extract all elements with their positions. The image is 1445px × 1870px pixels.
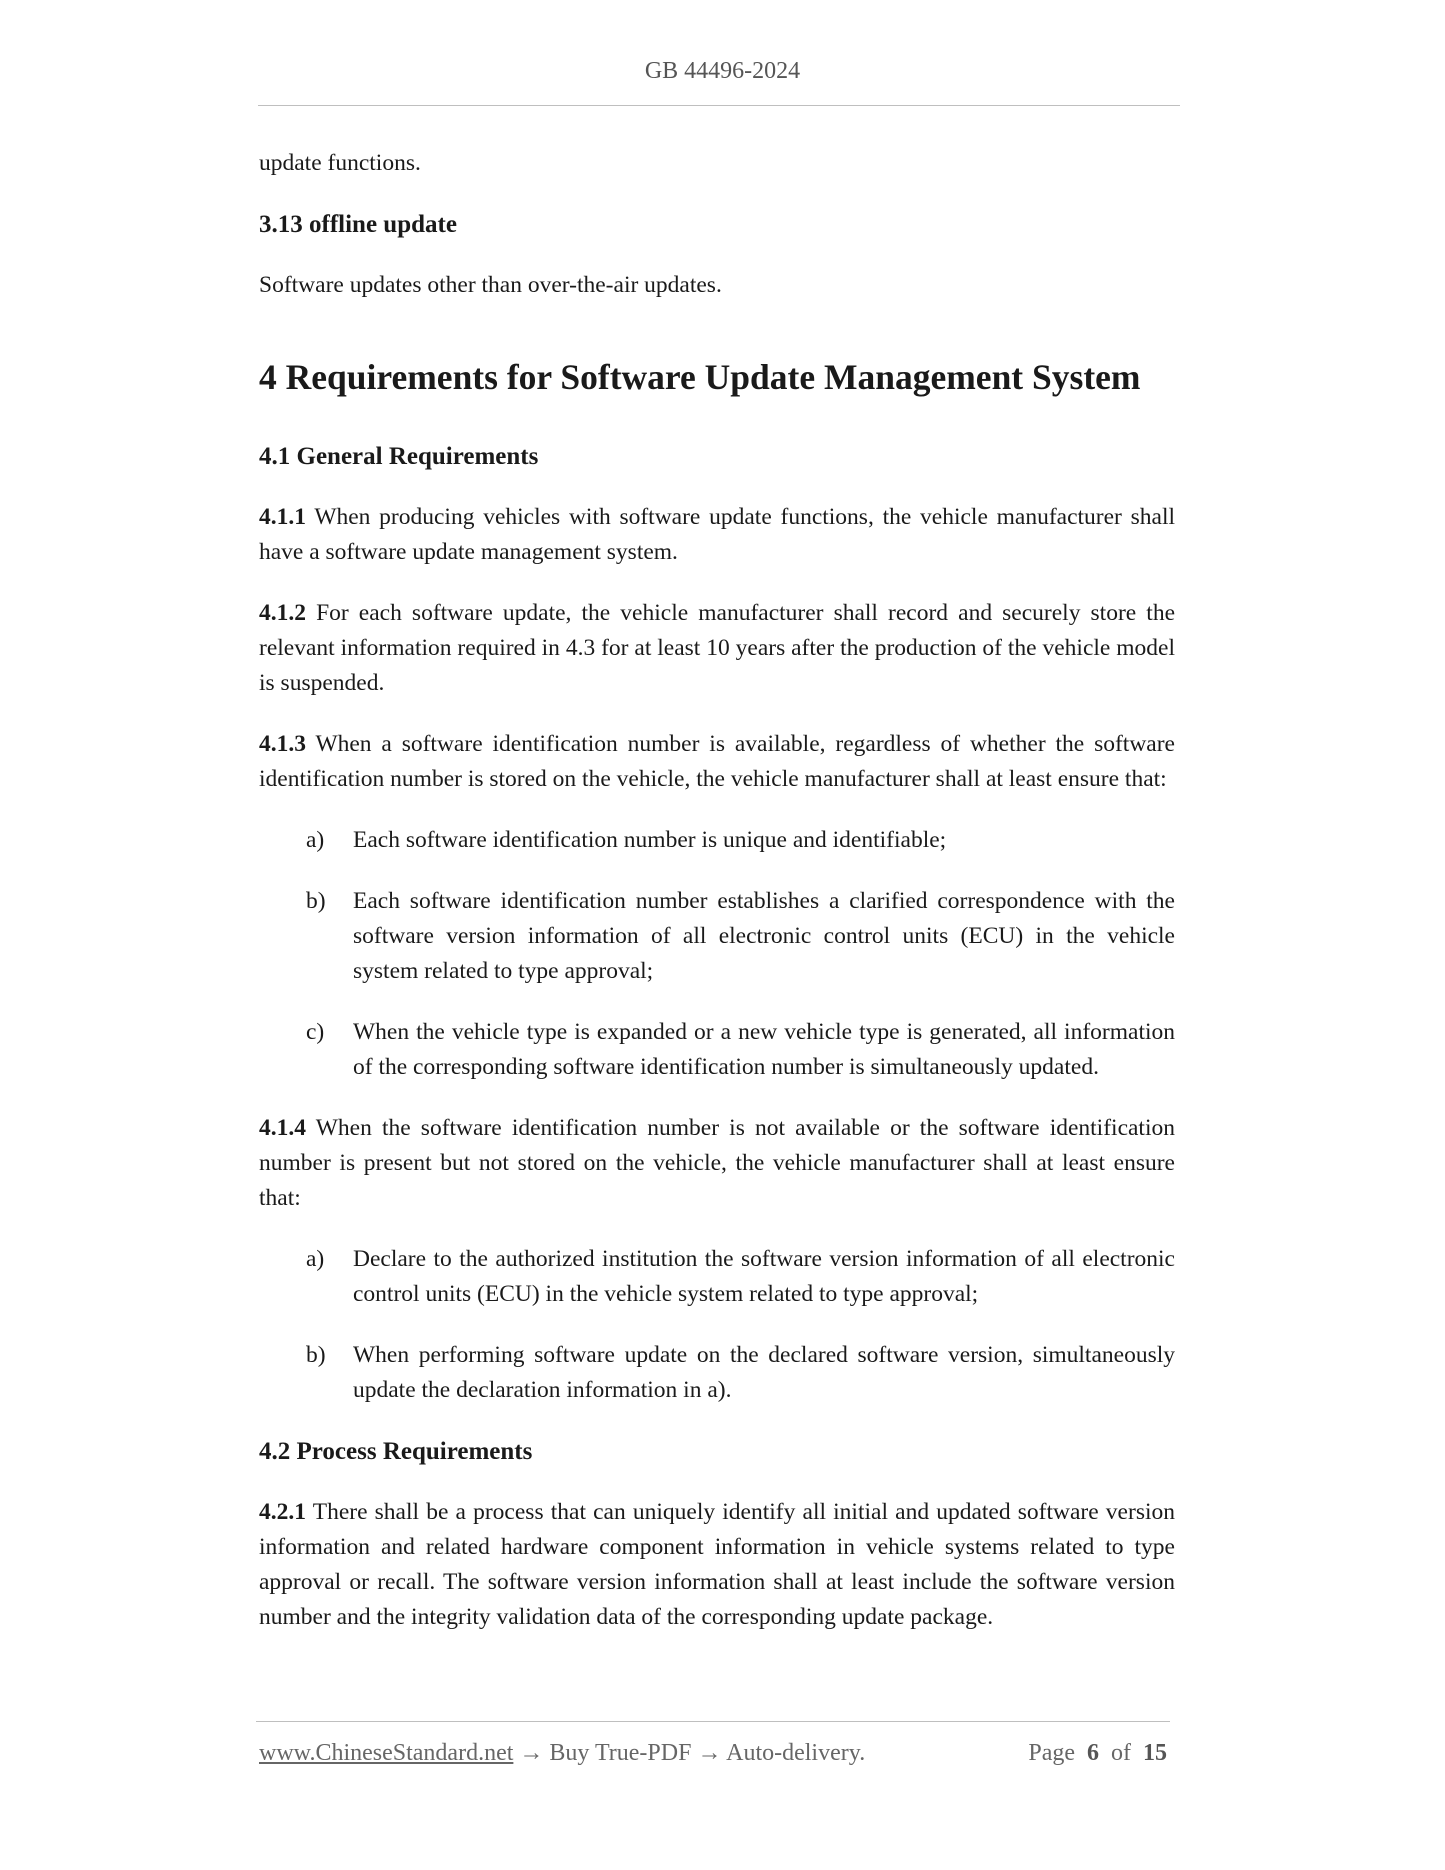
page-label: Page	[1028, 1740, 1075, 1766]
footer-promo	[259, 1738, 865, 1768]
clause-4-2-1	[259, 1495, 1175, 1635]
clause-4-1-3-list	[259, 823, 1175, 1085]
clause-number: 4.1.3	[259, 731, 306, 757]
total-pages-number: 15	[1143, 1740, 1167, 1766]
of-label: of	[1111, 1740, 1131, 1766]
section-3-13-text: Software updates other than over-the-air updates.	[259, 272, 722, 298]
section-4-2-heading: 4.2 Process Requirements	[259, 1438, 533, 1465]
footer-promo-text: → Buy True-PDF → Auto-delivery.	[513, 1740, 866, 1766]
clause-text: When the software identification number is not available or the software identification number is present but not stored on the vehicle, the vehicle manufacturer shall at least ensure that:	[259, 1115, 1175, 1211]
list-marker: c)	[306, 1019, 325, 1045]
clause-text: For each software update, the vehicle manufacturer shall record and securely store the relevant information required in 4.3 for at least 10 years after the production of the vehicle model is suspended.	[259, 600, 1175, 696]
site-link[interactable]: www.ChineseStandard.net	[259, 1740, 514, 1766]
continued-paragraph: update functions.	[259, 150, 421, 176]
clause-number: 4.1.1	[259, 504, 306, 530]
list-item-text: Each software identification number establishes a clarified correspondence with the software version information of all electronic control units (ECU) in the vehicle system related to type approval;	[353, 888, 1175, 984]
clause-text: There shall be a process that can uniquely identify all initial and updated software version information and related hardware component information in vehicle systems related to type approval or recall. The software version information shall at least include the software version number and the integrity validation data of the corresponding update package.	[259, 1499, 1175, 1630]
chapter-4-heading: 4 Requirements for Software Update Management System	[259, 357, 1141, 397]
current-page-number: 6	[1087, 1740, 1099, 1766]
list-item	[259, 884, 1175, 989]
list-item	[259, 1338, 1175, 1408]
list-item-text: Declare to the authorized institution the software version information of all electronic control units (ECU) in the vehicle system related to type approval;	[353, 1246, 1175, 1307]
clause-4-1-4-list	[259, 1242, 1175, 1408]
section-4-1-heading: 4.1 General Requirements	[259, 443, 539, 470]
list-item	[259, 1015, 1175, 1085]
list-marker: a)	[306, 827, 325, 853]
clause-4-1-2	[259, 596, 1175, 701]
list-marker: b)	[306, 888, 326, 914]
clause-4-1-3	[259, 727, 1175, 797]
clause-number: 4.2.1	[259, 1499, 306, 1525]
clause-number: 4.1.2	[259, 600, 306, 626]
list-item-text: Each software identification number is unique and identifiable;	[353, 827, 947, 853]
list-item-text: When performing software update on the declared software version, simultaneously update the declaration information in a).	[353, 1342, 1175, 1403]
header-doc-code: GB 44496-2024	[644, 58, 801, 84]
list-item	[259, 1242, 1175, 1312]
clause-4-1-1	[259, 500, 1175, 570]
list-marker: a)	[306, 1246, 325, 1272]
section-3-13-heading: 3.13 offline update	[259, 211, 457, 238]
page-indicator	[1028, 1738, 1167, 1768]
clause-4-1-4	[259, 1111, 1175, 1216]
page-content	[259, 146, 1175, 1661]
clause-text: When a software identification number is available, regardless of whether the software identification number is stored on the vehicle, the vehicle manufacturer shall at least ensure that:	[259, 731, 1175, 792]
footer-divider	[256, 1721, 1170, 1722]
clause-text: When producing vehicles with software update functions, the vehicle manufacturer shall have a software update management system.	[259, 504, 1175, 565]
list-item	[259, 823, 1175, 858]
header-divider	[258, 105, 1180, 106]
list-marker: b)	[306, 1342, 326, 1368]
list-item-text: When the vehicle type is expanded or a new vehicle type is generated, all information of the corresponding software identification number is simultaneously updated.	[353, 1019, 1175, 1080]
clause-number: 4.1.4	[259, 1115, 306, 1141]
